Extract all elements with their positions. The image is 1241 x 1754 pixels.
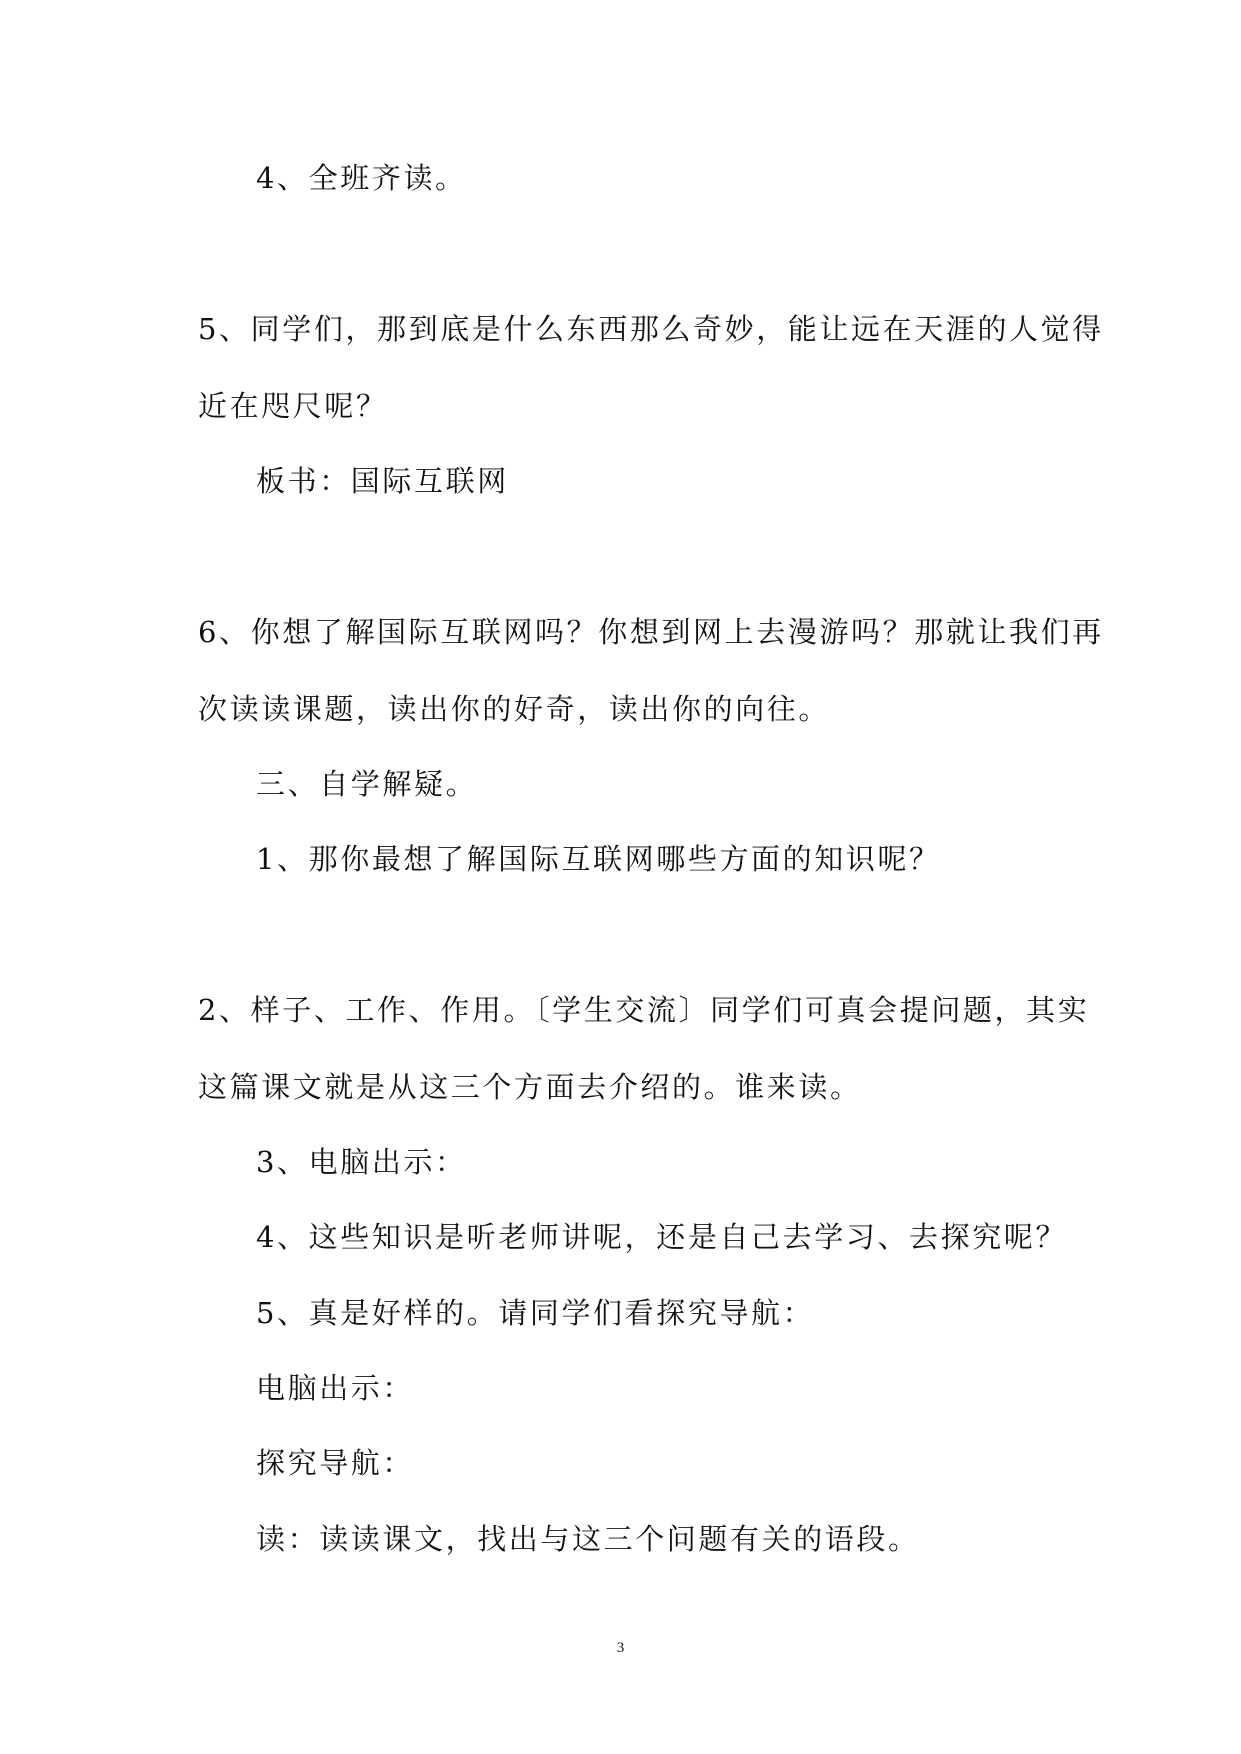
paragraph-line: 板书：国际互联网 (256, 464, 509, 498)
paragraph-line: 1、那你最想了解国际互联网哪些方面的知识呢？ (256, 842, 941, 876)
paragraph-line: 近在咫尺呢？ (198, 389, 388, 423)
paragraph-line: 2、样子、工作、作用。〔学生交流〕同学们可真会提问题，其实 (198, 993, 1090, 1027)
section-heading: 三、自学解疑。 (256, 767, 478, 801)
paragraph-line: 次读读课题，读出你的好奇，读出你的向往。 (198, 692, 831, 726)
paragraph-line: 探究导航： (256, 1446, 415, 1480)
paragraph-line: 这篇课文就是从这三个方面去介绍的。谁来读。 (198, 1070, 862, 1104)
paragraph-line: 电脑出示： (256, 1371, 415, 1405)
paragraph-line: 读：读读课文，找出与这三个问题有关的语段。 (256, 1522, 920, 1556)
paragraph-line: 4、全班齐读。 (256, 161, 467, 195)
paragraph-line: 6、你想了解国际互联网吗？你想到网上去漫游吗？那就让我们再 (198, 615, 1104, 649)
paragraph-line: 5、真是好样的。请同学们看探究导航： (256, 1296, 815, 1330)
paragraph-line: 3、电脑出示： (256, 1145, 467, 1179)
paragraph-line: 5、同学们，那到底是什么东西那么奇妙，能让远在天涯的人觉得 (198, 312, 1104, 346)
paragraph-line: 4、这些知识是听老师讲呢，还是自己去学习、去探究呢？ (256, 1220, 1068, 1254)
page-number: 3 (616, 1640, 625, 1656)
